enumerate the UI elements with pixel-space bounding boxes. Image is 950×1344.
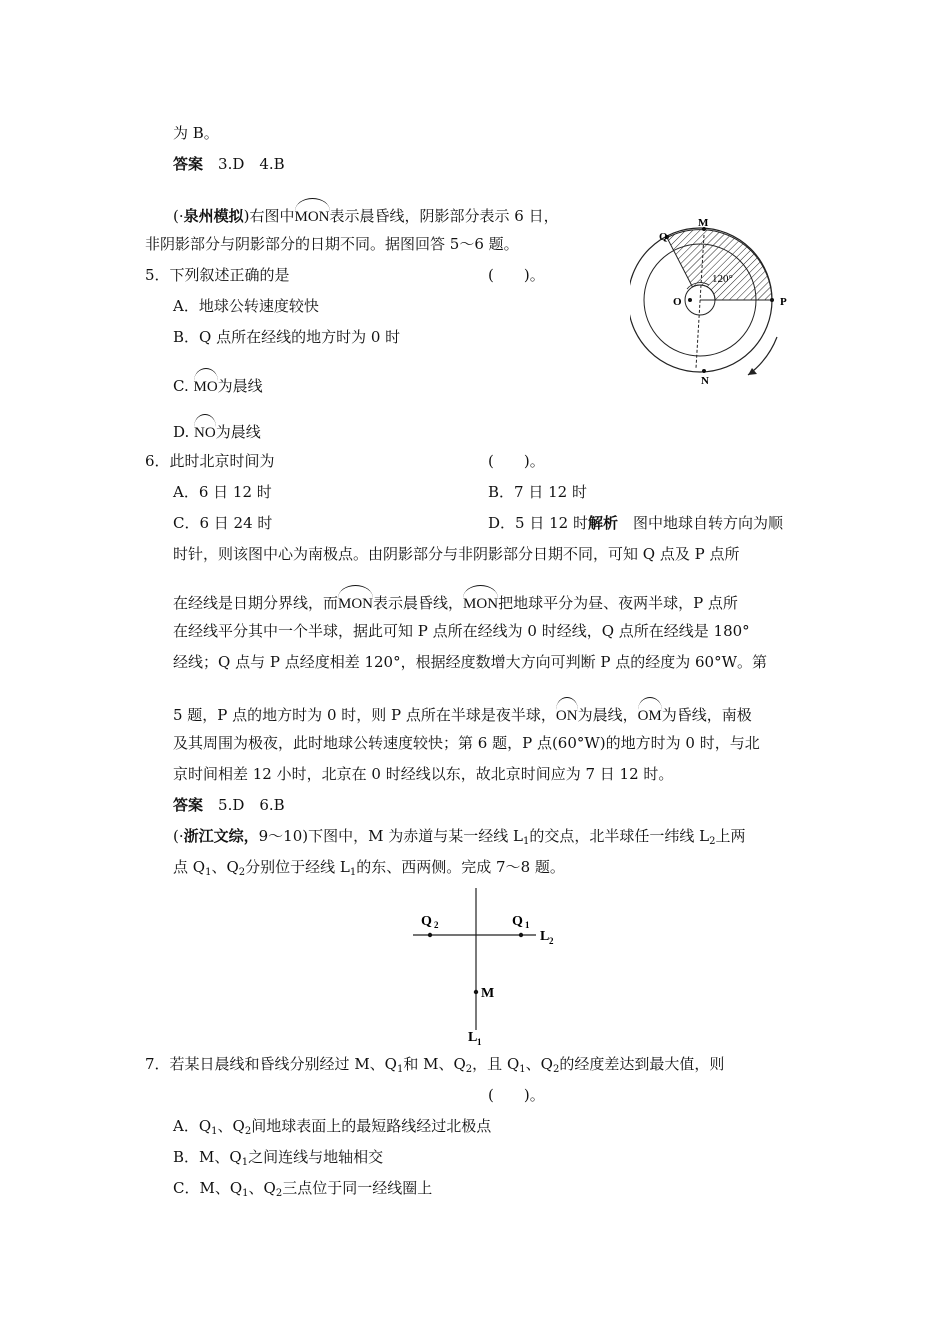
option [173, 327, 400, 347]
text: B．M、Q [173, 1148, 242, 1166]
analysis-line [173, 652, 767, 672]
analysis-line [173, 621, 750, 641]
subscript: 1 [205, 867, 212, 878]
subscript: 2 [275, 1188, 283, 1199]
text: 9～10)下图中，M 为赤道与某一经线 L [258, 827, 523, 845]
source: 浙江文综， [183, 827, 259, 845]
text: 的交点，北半球任一纬线 L [529, 827, 710, 845]
point-p [770, 298, 774, 302]
text: 为晨线， [577, 706, 638, 724]
text: 三点位于同一经线圈上 [282, 1179, 433, 1197]
subscript: 1 [396, 1064, 404, 1075]
subscript: 1 [241, 1157, 249, 1168]
subscript: 2 [244, 1126, 252, 1137]
text: 时针，则该图中心为南极点。由阴影部分与非阴影部分日期不同，可知 Q 点及 P 点所 [173, 545, 740, 563]
option [173, 1116, 491, 1136]
analysis-line [173, 733, 760, 753]
option [173, 513, 272, 533]
text: 分别位于经线 L [245, 858, 350, 876]
answer-text: 5.D 6.B [218, 796, 285, 814]
text: 在经线平分其中一个半球，据此可知 P 点所在经线为 0 时经线，Q 点所在经线是 180° [173, 622, 750, 640]
question-6 [145, 451, 275, 471]
label-m: M [698, 217, 709, 229]
option [488, 482, 587, 502]
answer-line [173, 154, 285, 174]
label-p: P [780, 296, 787, 308]
text: 图中地球自转方向为顺 [617, 514, 783, 532]
label-o: O [673, 296, 682, 308]
text-line [173, 123, 219, 143]
text: A．Q [173, 1117, 212, 1135]
label-l2: L [540, 929, 550, 944]
text: A．6 日 12 时 [173, 483, 272, 501]
answer-line [173, 795, 285, 815]
text: 5 题，P 点的地方时为 0 时，则 P 点所在半球是夜半球， [173, 706, 556, 724]
text: (· [173, 207, 184, 225]
text: 表示晨昏线，阴影部分表示 6 日， [329, 207, 559, 225]
label-q2-sub: 2 [434, 920, 439, 930]
option [173, 1178, 432, 1198]
analysis-line [173, 764, 673, 784]
graticule-diagram [408, 888, 573, 1048]
arc-label: ON [556, 702, 578, 726]
point-o [688, 298, 692, 302]
subscript: 1 [522, 836, 530, 847]
text: )右图中 [243, 207, 295, 225]
text: C. [173, 377, 189, 395]
text: D．5 日 12 时 [488, 514, 588, 532]
answer-paren [488, 1085, 545, 1105]
label-l1-sub: 1 [477, 1037, 482, 1047]
option [173, 373, 263, 397]
source: 泉州模拟 [183, 207, 244, 225]
arc-label: MON [295, 203, 330, 227]
text: D. [173, 423, 190, 441]
text: C．M、Q [173, 1179, 243, 1197]
text: 为昏线，南极 [661, 706, 752, 724]
arc-label: MO [194, 373, 218, 397]
analysis-label: 解析 [587, 514, 618, 532]
text: 5．下列叙述正确的是 [145, 266, 290, 284]
text: ( )。 [488, 452, 545, 470]
label-q1: Q [512, 914, 523, 929]
text: 表示晨昏线， [373, 594, 464, 612]
arc-label: NO [194, 419, 216, 443]
polar-diagram [630, 215, 800, 390]
intro-line [173, 203, 559, 227]
text: (· [173, 827, 184, 845]
text: 、Q [525, 1055, 553, 1073]
question-5 [145, 265, 290, 285]
option [173, 482, 272, 502]
subscript: 1 [211, 1126, 218, 1137]
text: B．Q 点所在经线的地方时为 0 时 [173, 328, 401, 346]
intro-line [173, 857, 565, 877]
intro-line [145, 234, 519, 254]
text: 为 B。 [173, 124, 219, 142]
text: ，且 Q [472, 1055, 520, 1073]
text: B．7 日 12 时 [488, 483, 587, 501]
shaded-sector [667, 230, 772, 300]
text: 及其周围为极夜，此时地球公转速度较快；第 6 题，P 点(60°W)的地方时为 0 时，与北 [173, 734, 760, 752]
analysis-line [173, 590, 738, 614]
text: 非阴影部分与阴影部分的日期不同。据图回答 5～6 题。 [145, 235, 519, 253]
text: 为晨线 [217, 377, 263, 395]
label-q: Q [659, 231, 668, 243]
arc-label: OM [638, 702, 662, 726]
text: 、Q [211, 858, 239, 876]
question-7 [145, 1054, 724, 1074]
text: 的经度差达到最大值，则 [559, 1055, 725, 1073]
subscript: 1 [349, 867, 357, 878]
option [173, 296, 319, 316]
text: ( )。 [488, 266, 545, 284]
answer-text: 3.D 4.B [218, 155, 285, 173]
subscript: 2 [465, 1064, 473, 1075]
label-q2: Q [421, 914, 432, 929]
subscript: 2 [709, 836, 716, 847]
answer-label: 答案 [173, 155, 204, 173]
text: 间地球表面上的最短路线经过北极点 [251, 1117, 492, 1135]
label-l2-sub: 2 [549, 936, 554, 946]
label-n: N [701, 375, 709, 387]
subscript: 2 [552, 1064, 560, 1075]
subscript: 1 [519, 1064, 526, 1075]
label-q1-sub: 1 [525, 920, 530, 930]
angle-label: 120° [712, 273, 733, 285]
label-m: M [481, 986, 495, 1001]
text: 点 Q [173, 858, 206, 876]
text: C．6 日 24 时 [173, 514, 273, 532]
option [173, 419, 261, 443]
subscript: 2 [238, 867, 246, 878]
text: 在经线是日期分界线，而 [173, 594, 339, 612]
answer-paren [488, 265, 545, 285]
point-q1 [519, 933, 523, 937]
text: 经线；Q 点与 P 点经度相差 120°，根据经度数增大方向可判断 P 点的经度为 60°W。第 [173, 653, 767, 671]
label-l1: L [468, 1030, 478, 1045]
text: 的东、西两侧。完成 7～8 题。 [356, 858, 565, 876]
text: 和 M、Q [403, 1055, 466, 1073]
text: 把地球平分为昼、夜两半球，P 点所 [498, 594, 738, 612]
text: ( )。 [488, 1086, 545, 1104]
text: 上两 [715, 827, 746, 845]
text: 7．若某日晨线和昏线分别经过 M、Q [145, 1055, 397, 1073]
point-q2 [428, 933, 432, 937]
arc-label: MON [338, 590, 373, 614]
option [488, 513, 783, 533]
answer-paren [488, 451, 545, 471]
point-m [474, 990, 478, 994]
text: 6．此时北京时间为 [145, 452, 275, 470]
analysis-line [173, 702, 752, 726]
text: 京时间相差 12 小时，北京在 0 时经线以东，故北京时间应为 7 日 12 时。 [173, 765, 674, 783]
intro-line [173, 826, 745, 846]
point-n [702, 369, 706, 373]
text: 、Q [217, 1117, 245, 1135]
subscript: 1 [242, 1188, 249, 1199]
arc-label: MON [463, 590, 498, 614]
analysis-line [173, 544, 739, 564]
text: A．地球公转速度较快 [173, 297, 319, 315]
option [173, 1147, 383, 1167]
text: 、Q [248, 1179, 276, 1197]
answer-label: 答案 [173, 796, 204, 814]
text: 之间连线与地轴相交 [248, 1148, 384, 1166]
text: 为晨线 [215, 423, 261, 441]
